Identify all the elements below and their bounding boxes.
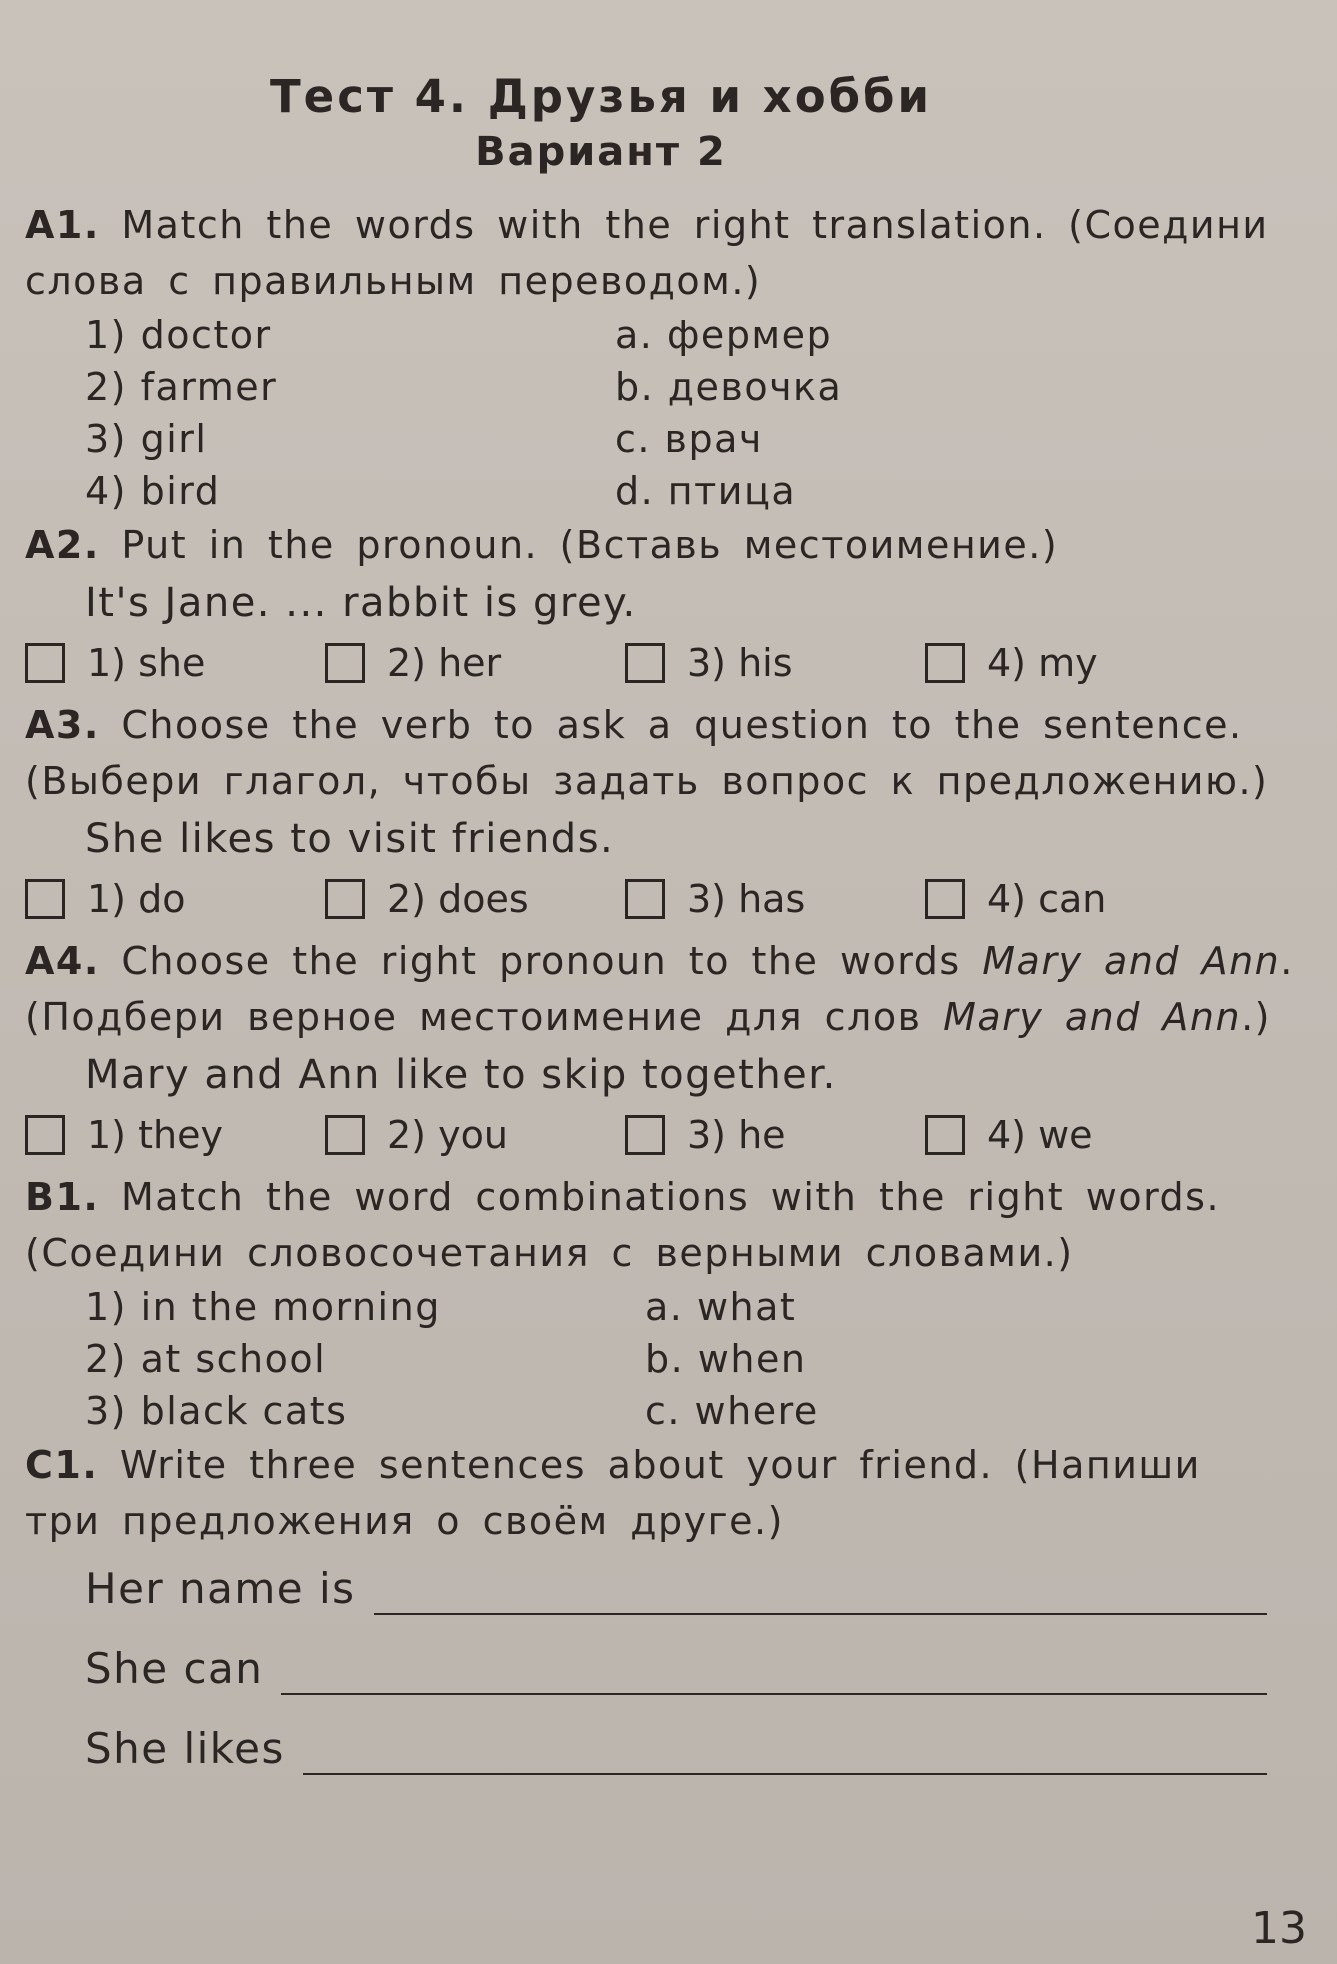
a4-checkbox-1[interactable]	[25, 1115, 65, 1155]
task-a4-text-1: Choose the right pronoun to the words	[121, 939, 983, 983]
a4-option-3	[625, 1105, 925, 1165]
a2-option-2-label: 2) her	[387, 641, 502, 685]
a3-checkbox-3[interactable]	[625, 879, 665, 919]
c1-answer-3-field[interactable]	[303, 1725, 1267, 1775]
b1-phrase-3: 3) black cats	[85, 1389, 348, 1433]
a2-option-1-label: 1) she	[87, 641, 206, 685]
c1-prompt-2: She can	[85, 1644, 264, 1693]
page-number: 13	[1251, 1903, 1307, 1954]
b1-word-c: c. where	[645, 1389, 819, 1433]
a4-checkbox-3[interactable]	[625, 1115, 665, 1155]
a4-option-2-label: 2) you	[387, 1113, 508, 1157]
variant-subtitle: Вариант 2	[475, 129, 727, 175]
a2-option-3-label: 3) his	[687, 641, 793, 685]
c1-prompt-1: Her name is	[85, 1564, 356, 1613]
task-b1-text: Match the word combinations with the right words. (Соедини словосочетания с верными словами.)	[25, 1175, 1221, 1275]
a1-match-row-1	[25, 309, 1297, 361]
a3-option-4-label: 4) can	[987, 877, 1107, 921]
a2-checkbox-1[interactable]	[25, 643, 65, 683]
a2-option-1	[25, 633, 325, 693]
task-a1-id: A1.	[25, 203, 100, 247]
a2-checkbox-2[interactable]	[325, 643, 365, 683]
a3-option-4	[925, 869, 1225, 929]
task-a4-italic-1: Mary and Ann	[982, 939, 1281, 983]
b1-match-row-1	[25, 1281, 1297, 1333]
task-a1-text: Match the words with the right translation. (Соедини слова с правильным переводом.)	[25, 203, 1269, 303]
a2-option-3	[625, 633, 925, 693]
a3-option-1-label: 1) do	[87, 877, 186, 921]
b1-phrase-2: 2) at school	[85, 1337, 327, 1381]
task-b1-id: B1.	[25, 1175, 100, 1219]
a3-checkbox-4[interactable]	[925, 879, 965, 919]
task-c1-text: Write three sentences about your friend. (Напиши три предложения о своём друге.)	[25, 1443, 1201, 1543]
test-title: Тест 4. Друзья и хобби	[269, 70, 932, 123]
task-a2-id: A2.	[25, 523, 100, 567]
c1-prompt-3: She likes	[85, 1724, 285, 1773]
b1-match-row-2	[25, 1333, 1297, 1385]
a3-sentence: She likes to visit friends.	[85, 816, 615, 862]
a4-option-1-label: 1) they	[87, 1113, 223, 1157]
a1-match-row-4	[25, 465, 1297, 517]
task-a2-instruction	[25, 517, 1297, 573]
task-a2-text: Put in the pronoun. (Вставь местоимение.)	[121, 523, 1059, 567]
a1-word-4: 4) bird	[85, 469, 221, 513]
b1-phrase-1: 1) in the morning	[85, 1285, 441, 1329]
a4-option-4-label: 4) we	[987, 1113, 1093, 1157]
a3-checkbox-1[interactable]	[25, 879, 65, 919]
a1-word-3: 3) girl	[85, 417, 208, 461]
a1-translation-a: a. фермер	[615, 313, 833, 357]
task-a1-instruction	[25, 197, 1297, 309]
c1-line-3	[25, 1709, 1297, 1789]
a3-option-3-label: 3) has	[687, 877, 806, 921]
task-a4-instruction	[25, 933, 1297, 1045]
a1-translation-d: d. птица	[615, 469, 797, 513]
c1-line-2	[25, 1629, 1297, 1709]
task-a4-id: A4.	[25, 939, 100, 983]
a4-option-2	[325, 1105, 625, 1165]
task-c1-instruction	[25, 1437, 1297, 1549]
c1-answer-1-field[interactable]	[374, 1565, 1267, 1615]
b1-match-row-3	[25, 1385, 1297, 1437]
task-a3-text: Choose the verb to ask a question to the sentence. (Выбери глагол, чтобы задать вопрос к предложению.)	[25, 703, 1269, 803]
a1-translation-c: c. врач	[615, 417, 763, 461]
a3-option-2-label: 2) does	[387, 877, 529, 921]
a3-option-3	[625, 869, 925, 929]
a2-checkbox-4[interactable]	[925, 643, 965, 683]
a4-option-3-label: 3) he	[687, 1113, 786, 1157]
c1-answer-2-field[interactable]	[281, 1645, 1267, 1695]
a3-options	[25, 869, 1297, 929]
a2-sentence: It's Jane. ... rabbit is grey.	[85, 580, 637, 626]
a1-word-2: 2) farmer	[85, 365, 278, 409]
a1-match-row-2	[25, 361, 1297, 413]
a1-word-1: 1) doctor	[85, 313, 272, 357]
task-a4-italic-2: Mary and Ann	[943, 995, 1242, 1039]
a4-option-4	[925, 1105, 1225, 1165]
a3-option-1	[25, 869, 325, 929]
a3-checkbox-2[interactable]	[325, 879, 365, 919]
a2-option-4	[925, 633, 1225, 693]
a4-sentence: Mary and Ann like to skip together.	[85, 1052, 837, 1098]
a2-option-4-label: 4) my	[987, 641, 1098, 685]
a3-option-2	[325, 869, 625, 929]
task-a3-id: A3.	[25, 703, 100, 747]
a4-checkbox-2[interactable]	[325, 1115, 365, 1155]
b1-word-b: b. when	[645, 1337, 807, 1381]
a4-option-1	[25, 1105, 325, 1165]
c1-line-1	[25, 1549, 1297, 1629]
b1-word-a: a. what	[645, 1285, 797, 1329]
a1-match-row-3	[25, 413, 1297, 465]
a4-options	[25, 1105, 1297, 1165]
a4-checkbox-4[interactable]	[925, 1115, 965, 1155]
task-b1-instruction	[25, 1169, 1297, 1281]
task-a3-instruction	[25, 697, 1297, 809]
a2-checkbox-3[interactable]	[625, 643, 665, 683]
a1-translation-b: b. девочка	[615, 365, 843, 409]
task-a4-text-3: .)	[1241, 995, 1271, 1039]
a2-option-2	[325, 633, 625, 693]
task-a4-text-2: . (Подбери верное местоимение для слов	[25, 939, 1294, 1039]
a2-options	[25, 633, 1297, 693]
task-c1-id: C1.	[25, 1443, 99, 1487]
